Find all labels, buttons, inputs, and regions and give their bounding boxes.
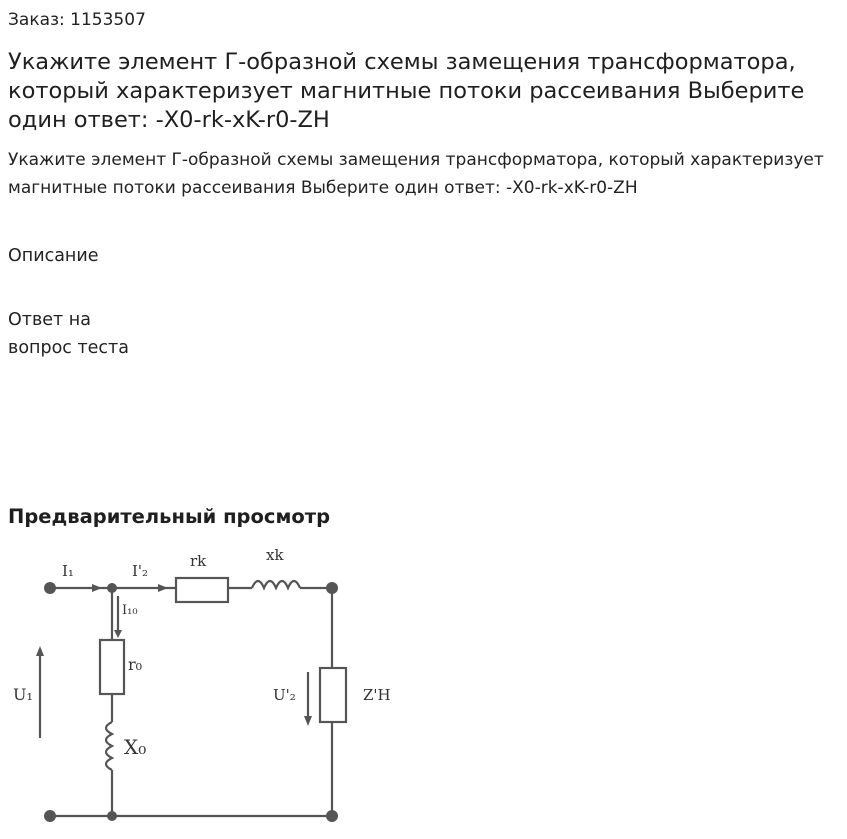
preview-heading: Предварительный просмотр — [8, 505, 331, 528]
label-xk: xk — [266, 548, 284, 564]
label-x0: X₀ — [124, 735, 147, 759]
label-rk: rk — [190, 552, 207, 570]
description-label: Описание — [8, 246, 99, 266]
label-u2: U'₂ — [273, 686, 296, 704]
label-i10: I₁₀ — [122, 603, 138, 618]
answer-label-line1: Ответ на — [8, 310, 91, 330]
page-title: Укажите элемент Г-образной схемы замещения трансформатора, который характеризует магнитные потоки рассеивания Выберите один ответ: -X0-rk-xK-r0-ZH — [8, 49, 805, 133]
question-description: Укажите элемент Г-образной схемы замещения трансформатора, который характеризует магнитные потоки рассеивания Выберите один ответ: -X0-rk-xK-r0-ZH — [8, 150, 824, 198]
label-i2: I'₂ — [132, 562, 149, 580]
answer-label-line2: вопрос теста — [8, 338, 129, 358]
label-zh: Z'H — [363, 686, 391, 704]
label-r0: r₀ — [128, 655, 143, 674]
equivalent-circuit-image — [8, 548, 403, 831]
order-number: Заказ: 1153507 — [8, 10, 146, 30]
label-i1: I₁ — [62, 562, 74, 580]
label-u1: U₁ — [13, 685, 33, 704]
